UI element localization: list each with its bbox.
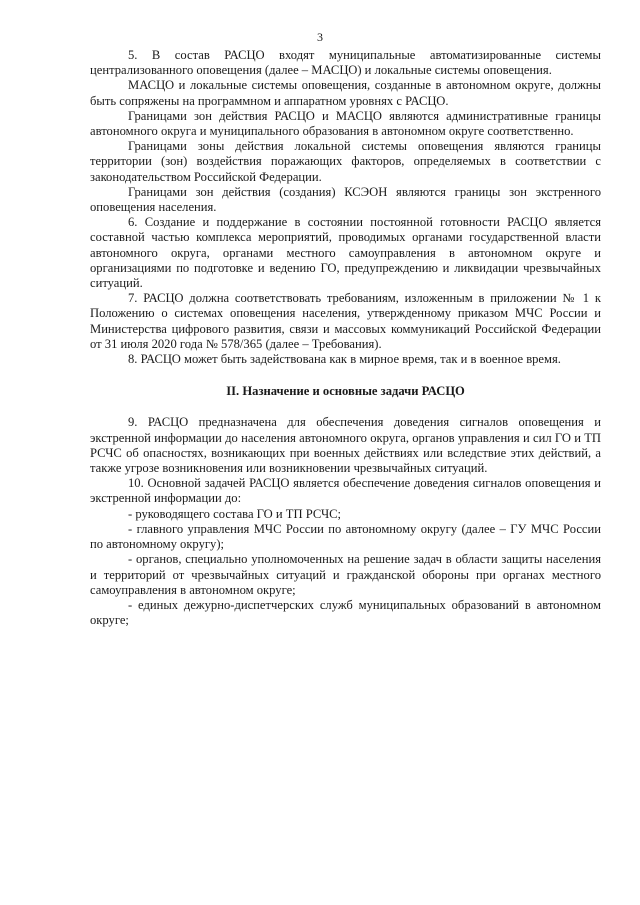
paragraph-8: 8. РАСЦО может быть задействована как в мирное время, так и в военное время. <box>128 352 561 367</box>
paragraph-zones-kseon: Границами зон действия (создания) КСЭОН являются границы зон экстренного оповещения населения. <box>90 184 601 215</box>
page-number: 3 <box>317 30 323 44</box>
paragraph-masco: МАСЦО и локальные системы оповещения, созданные в автономном округе, должны быть сопряжены на программном и аппаратном уровнях с РАСЦО. <box>90 78 601 108</box>
paragraph-10: 10. Основной задачей РАСЦО является обеспечение доведения сигналов оповещения и экстренной информации до: <box>90 476 601 506</box>
section-heading: II. Назначение и основные задачи РАСЦО <box>226 384 465 399</box>
document-body <box>90 48 601 628</box>
list-item-leadership: - руководящего состава ГО и ТП РСЧС; <box>128 506 342 521</box>
list-item-main-directorate: - главного управления МЧС России по автономному округу (далее – ГУ МЧС России по автономному округу); <box>90 521 601 552</box>
paragraph-6: 6. Создание и поддержание в состоянии постоянной готовности РАСЦО является составной частью комплекса мероприятий, проводимых органами государственной власти автономного округа, органами местного самоуправления в автономном округе и организациями по подготовке и ведению ГО, предупреждению и ликвидации чрезвычайных ситуаций. <box>90 215 601 291</box>
list-item-authorized-bodies: - органов, специально уполномоченных на решение задач в области защиты населения и территорий от чрезвычайных ситуаций и гражданской обороны при органах местного самоуправления в автономном округе; <box>90 552 601 597</box>
paragraph-zones-local: Границами зоны действия локальной системы оповещения являются границы территории (зон) воздействия поражающих факторов, определяемых в соответствии с законодательством Российской Федерации. <box>90 139 601 184</box>
paragraph-5: 5. В состав РАСЦО входят муниципальные автоматизированные системы централизованного оповещения (далее – МАСЦО) и локальные системы оповещения. <box>90 48 601 78</box>
list-item-dispatch-services: - единых дежурно-диспетчерских служб муниципальных образований в автономном округе; <box>90 597 601 628</box>
paragraph-7: 7. РАСЦО должна соответствовать требованиям, изложенным в приложении № 1 к Положению о системах оповещения населения, утвержденному приказом МЧС России и Министерства цифрового развития, связи и массовых коммуникаций Российской Федерации от 31 июля 2020 года № 578/365 (далее – Требования). <box>90 291 601 351</box>
paragraph-9: 9. РАСЦО предназначена для обеспечения доведения сигналов оповещения и экстренной информации до населения автономного округа, органов управления и сил ГО и ТП РСЧС об опасностях, возникающих при военных действиях или вследствие этих действий, а также угрозе возникновения или возникновении чрезвычайных ситуаций. <box>90 415 601 476</box>
paragraph-zones-rasco: Границами зон действия РАСЦО и МАСЦО являются административные границы автономного округа и муниципального образования в автономном округе соответственно. <box>90 108 601 139</box>
